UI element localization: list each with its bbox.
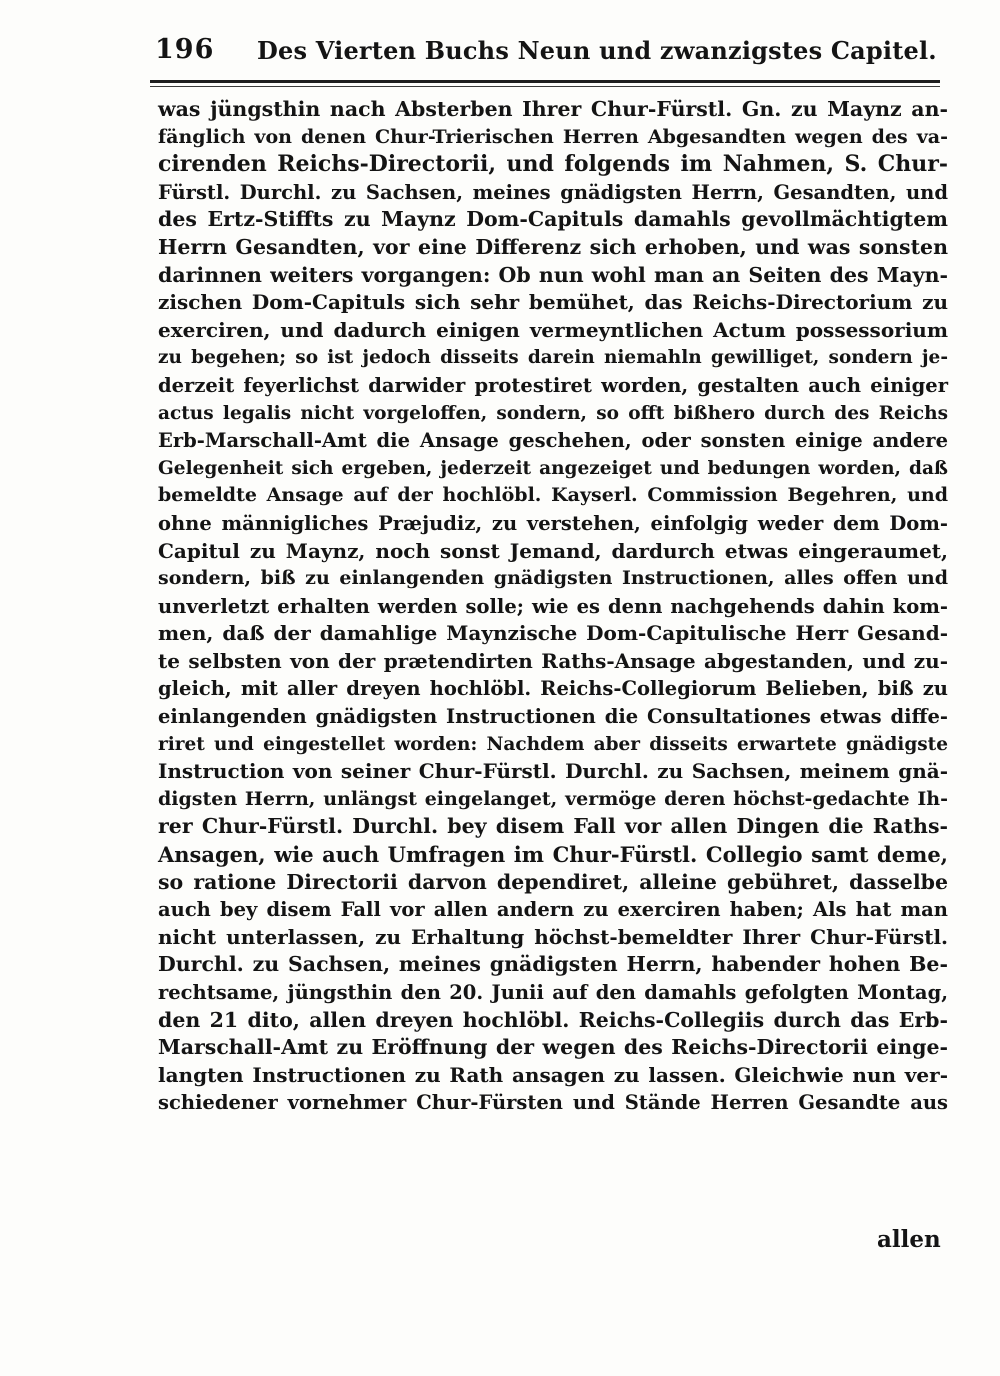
text-line: sondern, biß zu einlangenden gnädigsten Instructionen, alles offen und — [158, 567, 948, 590]
text-line: einlangenden gnädigsten Instructionen die Consultationes etwas diffe- — [158, 705, 948, 729]
text-line: derzeit feyerlichst darwider protestiret worden, gestalten auch einiger — [158, 373, 948, 397]
text-line: schiedener vornehmer Chur-Fürsten und Stände Herren Gesandte aus — [158, 1091, 948, 1115]
text-line: darinnen weiters vorgangen: Ob nun wohl man an Seiten des Mayn- — [158, 262, 948, 287]
running-title: Des Vierten Buchs Neun und zwanzigstes Capitel. — [257, 36, 937, 65]
header-rule — [150, 80, 940, 83]
body-text — [158, 96, 948, 1117]
text-line: Fürstl. Durchl. zu Sachsen, meines gnädigsten Herrn, Gesandten, und — [158, 180, 948, 204]
text-line: exerciren, und dadurch einigen vermeyntlichen Actum possessorium — [158, 317, 948, 342]
text-line: Gelegenheit sich ergeben, jederzeit angezeiget und bedungen worden, daß — [158, 457, 948, 479]
text-line: men, daß der damahlige Maynzische Dom-Capitulische Herr Gesand- — [158, 621, 948, 646]
text-line: langten Instructionen zu Rath ansagen zu lassen. Gleichwie nun ver- — [158, 1062, 948, 1087]
text-line: ohne männigliches Præjudiz, zu verstehen, einfolgig weder dem Dom- — [158, 511, 948, 535]
text-line: zu begehen; so ist jedoch disseits darein niemahln gewilliget, sondern je- — [158, 347, 948, 369]
text-line: unverletzt erhalten werden solle; wie es denn nachgehends dahin kom- — [158, 594, 948, 618]
running-head — [155, 32, 945, 78]
text-line: riret und eingestellet worden: Nachdem aber disseits erwartete gnädigste — [158, 733, 948, 755]
text-line: cirenden Reichs-Directorii, und folgends im Nahmen, S. Chur- — [158, 151, 948, 178]
text-line: auch bey disem Fall vor allen andern zu exerciren haben; Als hat man — [158, 898, 948, 922]
text-line: Herrn Gesandten, vor eine Differenz sich erhoben, und was sonsten — [158, 234, 948, 259]
page-number: 196 — [155, 34, 215, 65]
text-line: te selbsten von der prætendirten Raths-Ansage abgestanden, und zu- — [158, 648, 948, 673]
text-line: des Ertz-Stiffts zu Maynz Dom-Capituls damahls gevollmächtigtem — [158, 207, 948, 232]
text-line: was jüngsthin nach Absterben Ihrer Chur-Fürstl. Gn. zu Maynz an- — [158, 97, 948, 121]
text-line: actus legalis nicht vorgeloffen, sondern, so offt bißhero durch des Reichs — [158, 402, 948, 424]
text-line: bemeldte Ansage auf der hochlöbl. Kayserl. Commission Begehren, und — [158, 484, 948, 507]
text-line: Durchl. zu Sachsen, meines gnädigsten Herrn, habender hohen Be- — [158, 952, 948, 977]
text-line: Erb-Marschall-Amt die Ansage geschehen, oder sonsten einige andere — [158, 429, 948, 453]
catchword: allen — [877, 1226, 941, 1253]
text-line: den 21 dito, allen dreyen hochlöbl. Reichs-Collegiis durch das Erb- — [158, 1007, 948, 1032]
text-line: gleich, mit aller dreyen hochlöbl. Reichs-Collegiorum Belieben, biß zu — [158, 677, 948, 701]
text-line: so ratione Directorii darvon dependiret, alleine gebühret, dasselbe — [158, 869, 948, 894]
text-line: Instruction von seiner Chur-Fürstl. Durchl. zu Sachsen, meinem gnä- — [158, 759, 948, 784]
text-line: digsten Herrn, unlängst eingelanget, vermöge deren höchst-gedachte Ih- — [158, 787, 948, 810]
text-line: Ansagen, wie auch Umfragen im Chur-Fürstl. Collegio samt deme, — [158, 842, 948, 868]
text-line: fänglich von denen Chur-Trierischen Herren Abgesandten wegen des va- — [158, 125, 948, 148]
text-line: zischen Dom-Capituls sich sehr bemühet, das Reichs-Directorium zu — [158, 290, 948, 315]
text-line: nicht unterlassen, zu Erhaltung höchst-bemeldter Ihrer Chur-Fürstl. — [158, 924, 948, 949]
text-line: Capitul zu Maynz, noch sonst Jemand, dardurch etwas eingeraumet, — [158, 538, 948, 563]
text-line: rer Chur-Fürstl. Durchl. bey disem Fall vor allen Dingen die Raths- — [158, 814, 948, 839]
header-rule-thin — [150, 86, 940, 87]
text-line: Marschall-Amt zu Eröffnung der wegen des Reichs-Directorii einge- — [158, 1035, 948, 1060]
text-line: rechtsame, jüngsthin den 20. Junii auf den damahls gefolgten Montag, — [158, 981, 948, 1004]
